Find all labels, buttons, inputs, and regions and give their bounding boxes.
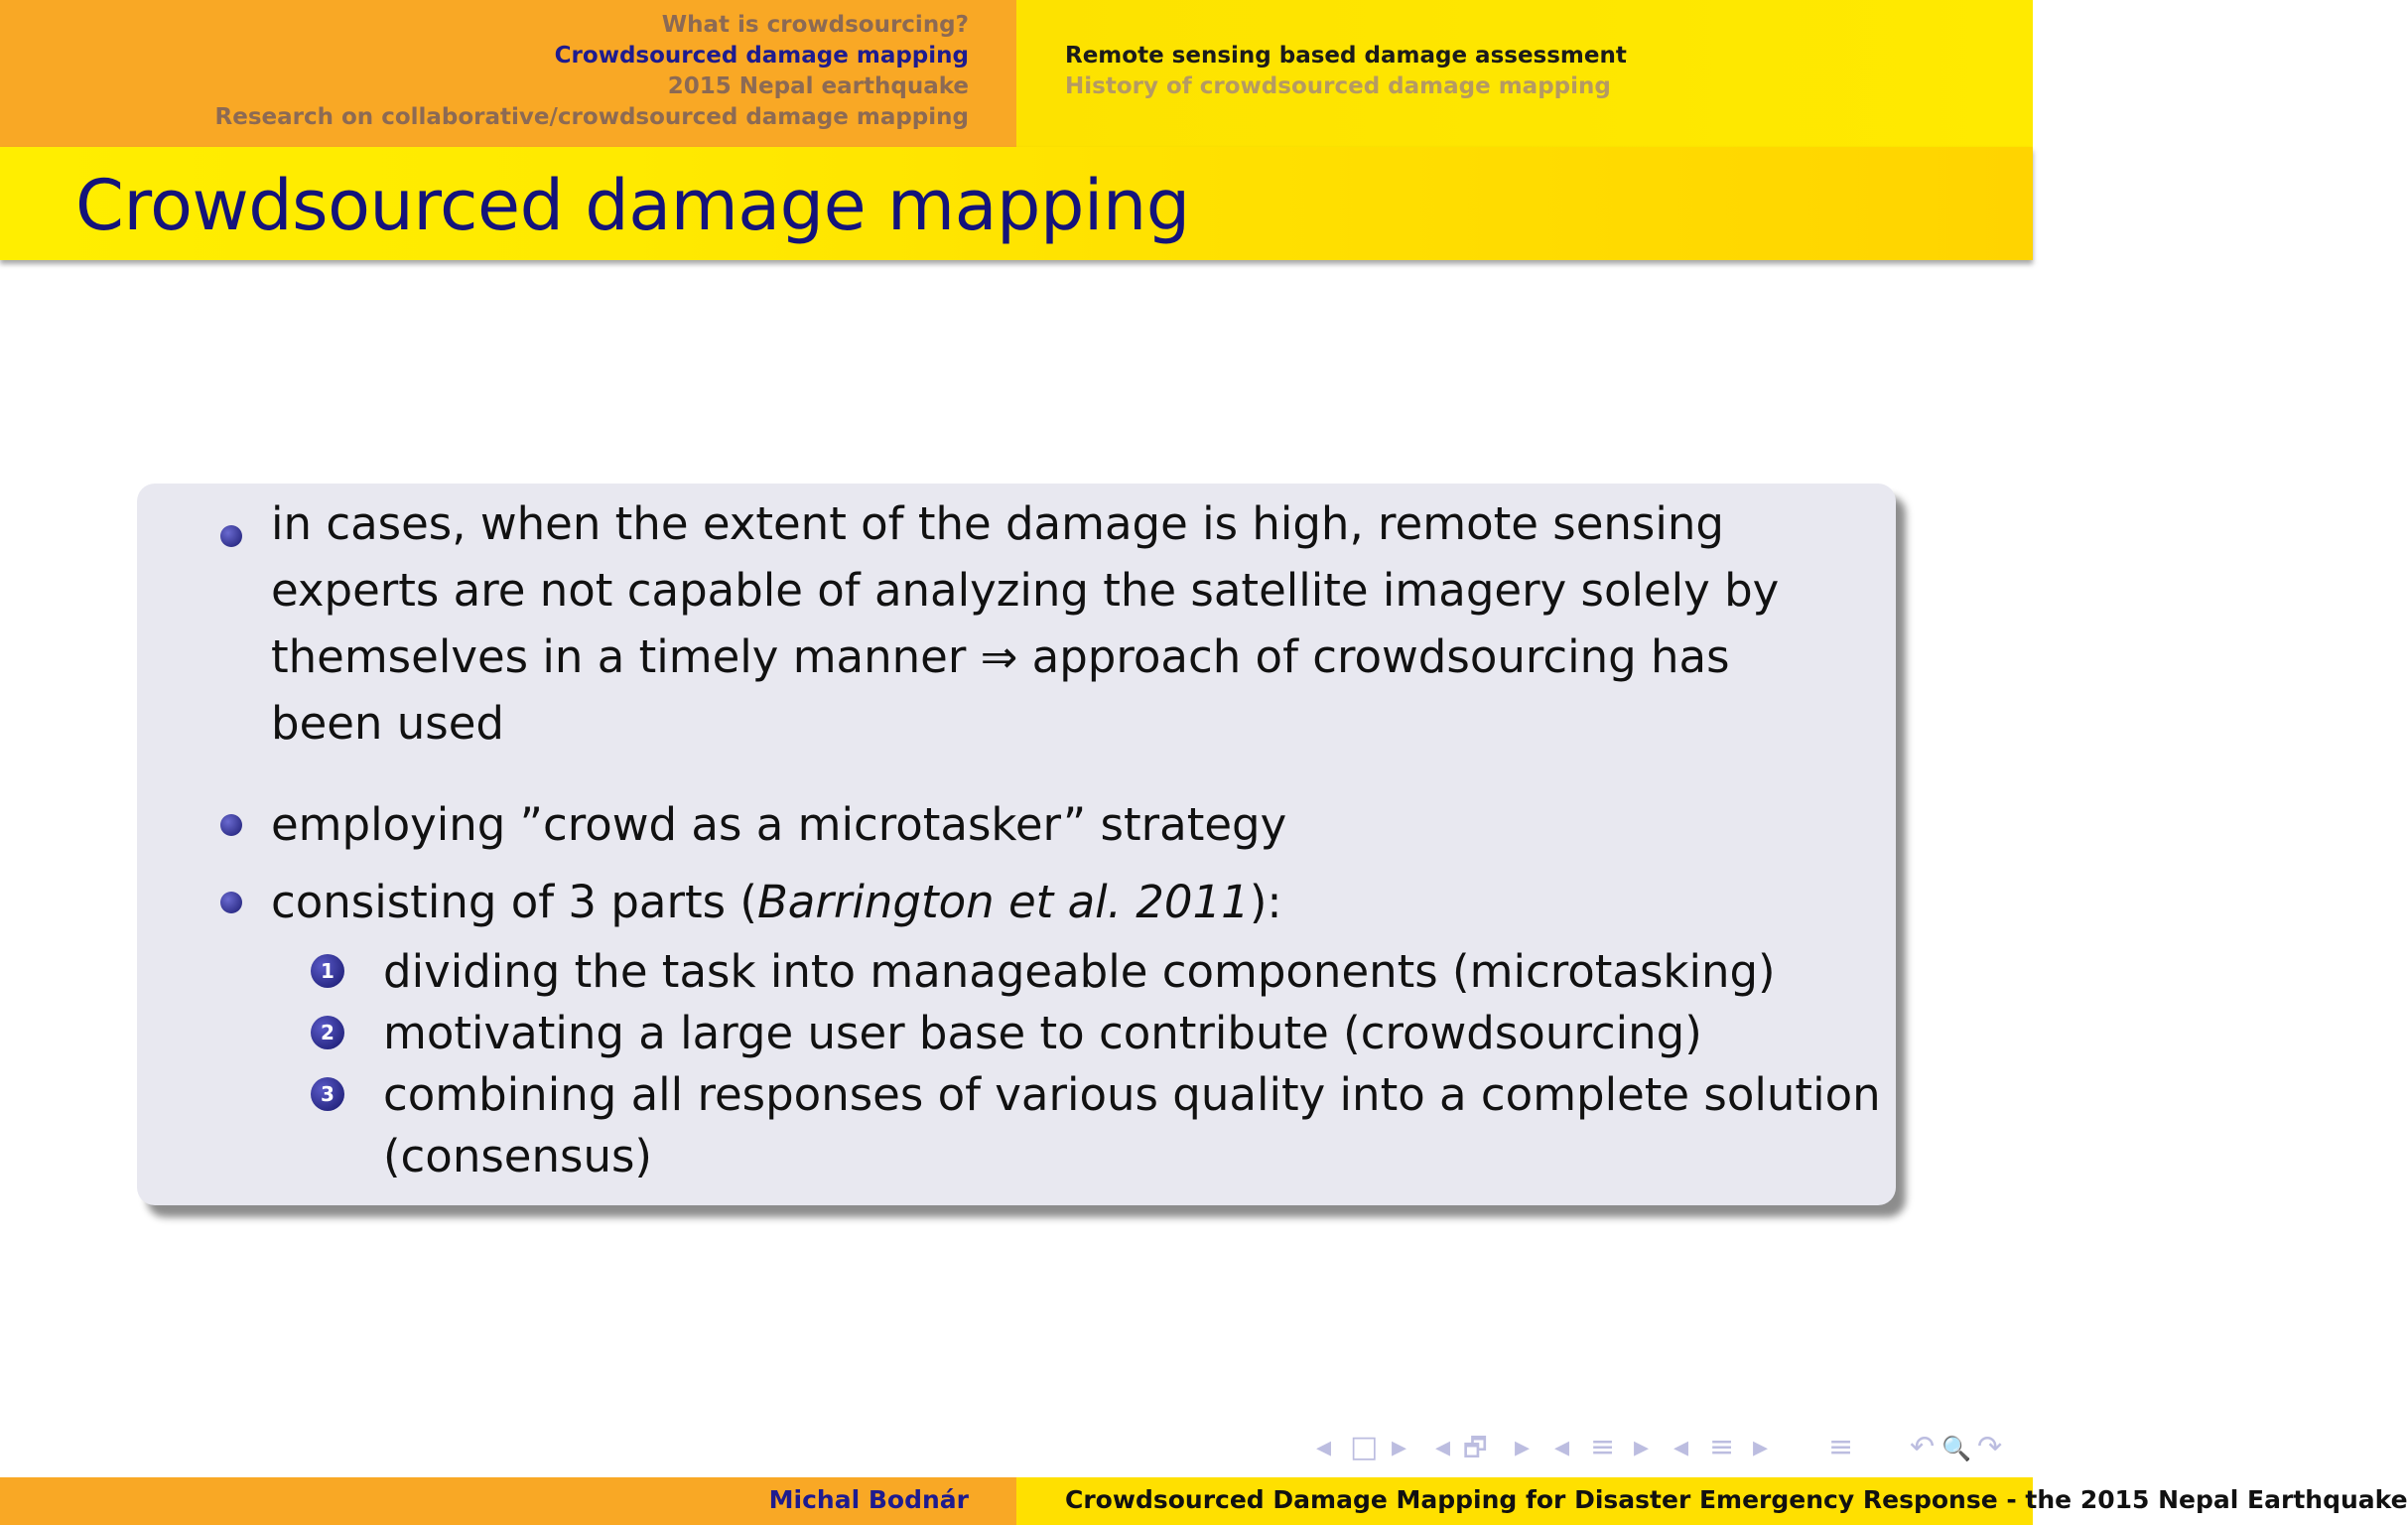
enum-badge-3: 3 (311, 1077, 344, 1111)
nav-next-slide-icon[interactable]: ▸ (1515, 1430, 1531, 1464)
bullet-3-text (271, 869, 1282, 935)
bullet-icon (220, 892, 242, 913)
footer-title: Crowdsourced Damage Mapping for Disaster Emergency Response - the 2015 Nepal Earthquake (1065, 1485, 2408, 1514)
section-link-research[interactable]: Research on collaborative/crowdsourced damage mapping (214, 104, 969, 130)
bullet-1-line: themselves in a timely manner ⇒ approach of crowdsourcing has (271, 630, 1730, 683)
nav-prev-slide-icon[interactable]: ◂ (1435, 1430, 1451, 1464)
nav-subsection-icon[interactable]: ≡ (1590, 1430, 1616, 1464)
nav-frame-icon[interactable]: □ (1350, 1430, 1379, 1464)
bullet-1-line: been used (271, 697, 504, 750)
content-block (137, 484, 1896, 1205)
enum-badge-1: 1 (311, 954, 344, 988)
subitem-1-text: dividing the task into manageable components (microtasking) (383, 945, 1776, 998)
subitem-3-text (383, 1064, 1881, 1187)
section-link-crowdsourcing[interactable]: What is crowdsourcing? (661, 12, 969, 38)
nav-slide-icon[interactable]: 🗗 (1463, 1434, 1488, 1463)
bullet-icon (220, 814, 242, 836)
slide-title: Crowdsourced damage mapping (75, 165, 1190, 246)
section-link-damage-mapping[interactable]: Crowdsourced damage mapping (554, 43, 969, 69)
nav-forward-icon[interactable]: ↷ (1977, 1430, 2003, 1464)
nav-back-icon[interactable]: ↶ (1910, 1430, 1936, 1464)
bullet-1-line: experts are not capable of analyzing the satellite imagery solely by (271, 564, 1780, 617)
footer-title-bar (1016, 1477, 2408, 1525)
enum-badge-2: 2 (311, 1016, 344, 1049)
section-nav (215, 10, 969, 133)
header-subsections-bar (1016, 0, 2033, 147)
nav-next-frame-icon[interactable]: ▸ (1392, 1430, 1407, 1464)
subsection-link-history[interactable]: History of crowdsourced damage mapping (1065, 73, 1611, 99)
subsection-nav (1065, 41, 1627, 102)
subitem-3-line: (consensus) (383, 1130, 652, 1182)
bullet-icon (220, 525, 242, 547)
section-link-nepal-earthquake[interactable]: 2015 Nepal earthquake (667, 73, 969, 99)
bullet-3-post: ): (1249, 876, 1282, 928)
nav-next-section-icon[interactable]: ▸ (1753, 1430, 1769, 1464)
title-bar (0, 147, 2033, 260)
bullet-3-pre: consisting of 3 parts ( (271, 876, 757, 928)
nav-search-icon[interactable]: 🔍 (1941, 1435, 1971, 1462)
subitem-2-text: motivating a large user base to contribute (crowdsourcing) (383, 1007, 1702, 1059)
footer-author-bar (0, 1477, 1016, 1525)
nav-next-subsection-icon[interactable]: ▸ (1634, 1430, 1650, 1464)
nav-section-icon[interactable]: ≡ (1709, 1430, 1735, 1464)
nav-prev-frame-icon[interactable]: ◂ (1316, 1430, 1332, 1464)
nav-document-icon[interactable]: ≡ (1828, 1430, 1854, 1464)
bullet-2-text: employing ”crowd as a microtasker” strategy (271, 798, 1287, 851)
bullet-1-line: in cases, when the extent of the damage is high, remote sensing (271, 497, 1724, 550)
nav-prev-subsection-icon[interactable]: ◂ (1554, 1430, 1570, 1464)
citation: Barrington et al. 2011 (756, 876, 1250, 928)
subsection-link-remote-sensing[interactable]: Remote sensing based damage assessment (1065, 43, 1627, 69)
nav-prev-section-icon[interactable]: ◂ (1673, 1430, 1689, 1464)
bullet-1-text (271, 490, 1779, 757)
subitem-3-line: combining all responses of various quality into a complete solution (383, 1068, 1881, 1121)
footer-author: Michal Bodnár (768, 1485, 969, 1514)
header-sections-bar (0, 0, 1016, 147)
